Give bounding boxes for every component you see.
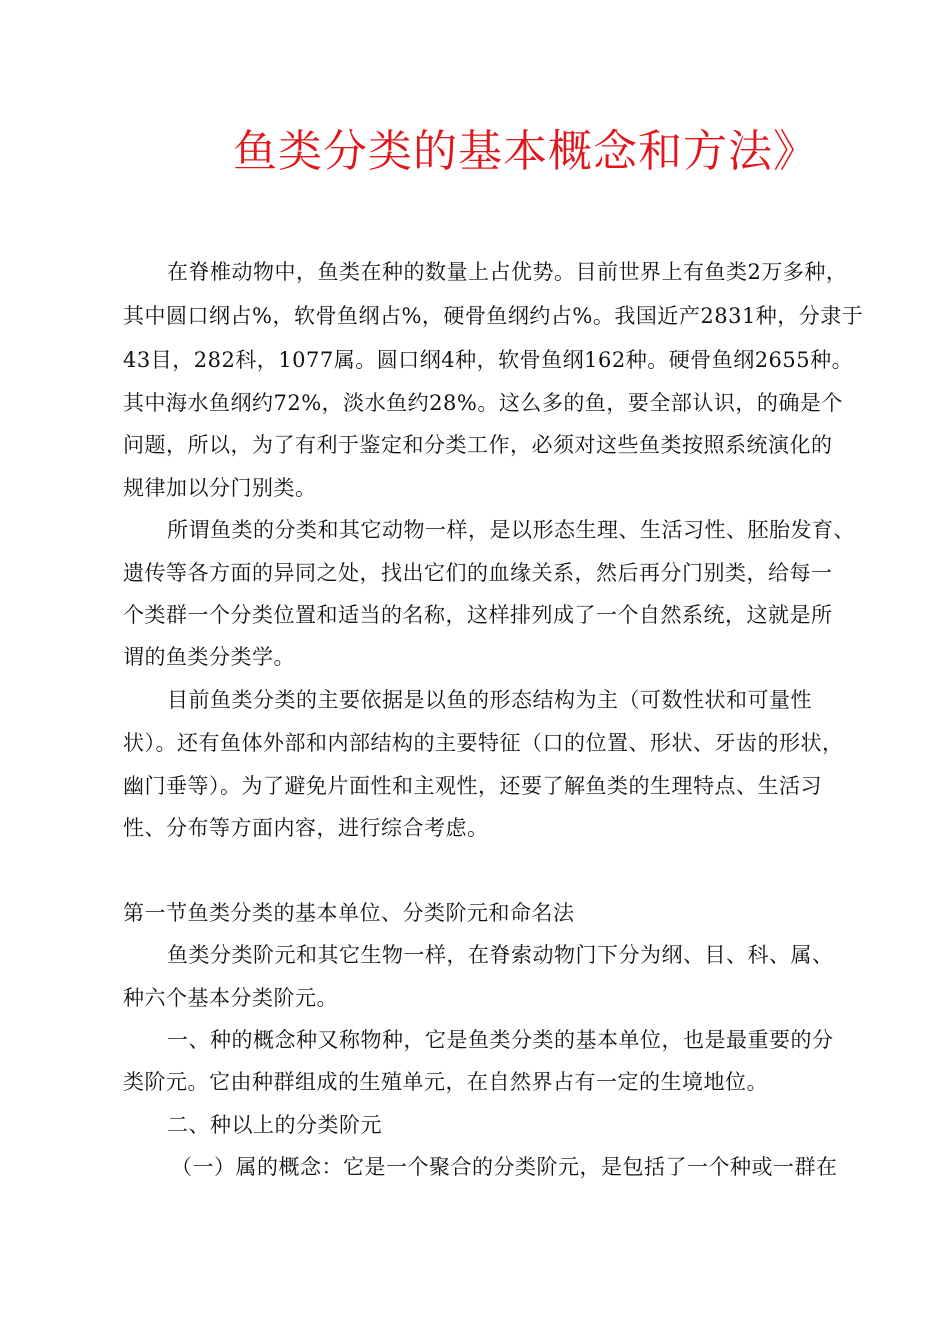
text-line: 问题，所以，为了有利于鉴定和分类工作，必须对这些鱼类按照系统演化的 bbox=[123, 433, 833, 457]
text-line: 谓的鱼类分类学。 bbox=[123, 645, 295, 669]
text-line: 所谓鱼类的分类和其它动物一样，是以形态生理、生活习性、胚胎发育、 bbox=[167, 518, 855, 542]
text-line: 个类群一个分类位置和适当的名称，这样排列成了一个自然系统，这就是所 bbox=[123, 603, 833, 627]
text-line: 其中海水鱼纲约72%，淡水鱼约28%。这么多的鱼，要全部认识，的确是个 bbox=[123, 391, 843, 415]
section-heading: 第一节鱼类分类的基本单位、分类阶元和命名法 bbox=[123, 901, 575, 925]
text-line: 状）。还有鱼体外部和内部结构的主要特征（口的位置、形状、牙齿的形状， bbox=[123, 731, 844, 755]
text-line: 鱼类分类阶元和其它生物一样，在脊索动物门下分为纲、目、科、属、 bbox=[167, 943, 834, 967]
text-line: 幽门垂等）。为了避免片面性和主观性，还要了解鱼类的生理特点、生活习 bbox=[123, 774, 822, 798]
text-line: 类阶元。它由种群组成的生殖单元，在自然界占有一定的生境地位。 bbox=[123, 1070, 768, 1094]
text-line: 一、种的概念种又称物种，它是鱼类分类的基本单位，也是最重要的分 bbox=[167, 1028, 834, 1052]
text-line: 遗传等各方面的异同之处，找出它们的血缘关系，然后再分门别类，给每一 bbox=[123, 561, 833, 585]
text-line: 二、种以上的分类阶元 bbox=[167, 1113, 382, 1137]
document-title: 鱼类分类的基本概念和方法》 bbox=[233, 126, 818, 177]
text-line: 规律加以分门别类。 bbox=[123, 476, 317, 500]
text-line: （一）属的概念：它是一个聚合的分类阶元，是包括了一个种或一群在 bbox=[171, 1155, 838, 1179]
text-line: 种六个基本分类阶元。 bbox=[123, 986, 338, 1010]
text-line: 性、分布等方面内容，进行综合考虑。 bbox=[123, 816, 489, 840]
text-line: 目前鱼类分类的主要依据是以鱼的形态结构为主（可数性状和可量性 bbox=[167, 688, 812, 712]
text-line: 在脊椎动物中，鱼类在种的数量上占优势。目前世界上有鱼类2万多种， bbox=[167, 260, 848, 284]
text-line: 43目，282科，1077属。圆口纲4种，软骨鱼纲162种。硬骨鱼纲2655种。 bbox=[123, 348, 854, 372]
text-line: 其中圆口纲占%，软骨鱼纲占%，硬骨鱼纲约占%。我国近产2831种，分隶于 bbox=[123, 304, 864, 328]
